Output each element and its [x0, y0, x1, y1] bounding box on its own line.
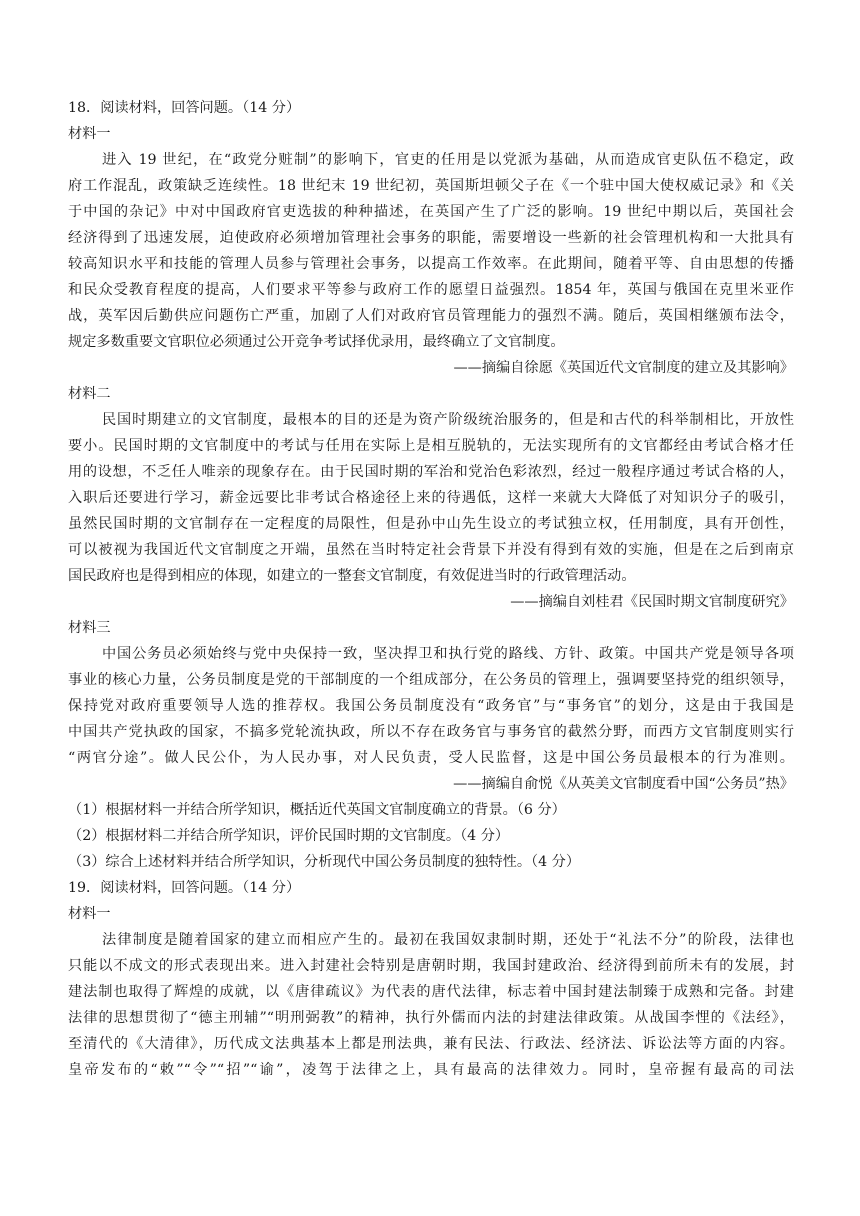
exam-page: [68, 95, 794, 1083]
paragraph-line: 法律制度是随着国家的建立而相应产生的。最初在我国奴隶制时期，还处于“礼法不分”的阶段，法律也: [102, 932, 794, 948]
paragraph-line: 只能以不成文的形式表现出来。进入封建社会特别是唐朝时期，我国封建政治、经济得到前所未有的发展，封: [68, 958, 794, 974]
paragraph-line: 用的设想，不乏任人唯亲的现象存在。由于民国时期的军治和党治色彩浓烈，经过一般程序通过考试合格的人，: [68, 464, 794, 480]
paragraph-line: 规定多数重要文官职位必须通过公开竞争考试择优录用，最终确立了文官制度。: [68, 334, 565, 350]
q19-heading: 19．阅读材料，回答问题。（14 分）: [68, 880, 301, 896]
paragraph-line: 民国时期建立的文官制度，最根本的目的还是为资产阶级统治服务的，但是和古代的科举制相比，开放性: [102, 412, 794, 428]
paragraph-line: 中国公务员必须始终与党中央保持一致，坚决捍卫和执行党的路线、方针、政策。中国共产党是领导各项: [102, 646, 794, 662]
q18-material1-body: [68, 147, 794, 355]
q19-material1-label: 材料一: [68, 906, 111, 922]
paragraph-line: 要小。民国时期的文官制度中的考试与任用在实际上是相互脱轨的，无法实现所有的文官都经由考试合格才任: [68, 438, 794, 454]
q18-material2-body: [68, 407, 794, 589]
q18-material2-label: 材料二: [68, 386, 111, 402]
paragraph-line: 经济得到了迅速发展，迫使政府必须增加管理社会事务的职能，需要增设一些新的社会管理机构和一大批具有: [68, 230, 794, 246]
paragraph-line: 中国共产党执政的国家，不搞多党轮流执政，所以不存在政务官与事务官的截然分野，而西方文官制度则实行: [68, 724, 794, 740]
paragraph-line: 保持党对政府重要领导人选的推荐权。我国公务员制度没有“政务官”与“事务官”的划分，这是由于我国是: [68, 698, 794, 714]
paragraph-line: 和民众受教育程度的提高，人们要求平等参与政府工作的愿望日益强烈。1854 年，英国与俄国在克里米亚作: [68, 282, 794, 298]
paragraph-line: 战，英军因后勤供应问题伤亡严重，加剧了人们对政府官员管理能力的强烈不满。随后，英国相继颁布法令，: [68, 308, 794, 324]
paragraph-line: “两官分途”。做人民公仆，为人民办事，对人民负责，受人民监督，这是中国公务员最根本的行为准则。: [68, 750, 794, 766]
q18-material3-body: [68, 641, 794, 771]
q18-heading: 18．阅读材料，回答问题。（14 分）: [68, 100, 301, 116]
paragraph-line: 于中国的杂记》中对中国政府官吏选拔的种种描述，在英国产生了广泛的影响。19 世纪中期以后，英国社会: [68, 204, 794, 220]
q19-material1-body: [68, 927, 794, 1083]
paragraph-line: 虽然民国时期的文官制存在一定程度的局限性，但是孙中山先生设立的考试独立权，任用制度，具有开创性，: [68, 516, 794, 532]
paragraph-line: 事业的核心力量，公务员制度是党的干部制度的一个组成部分，在公务员的管理上，强调要坚持党的组织领导，: [68, 672, 794, 688]
question-item: （2）根据材料二并结合所学知识，评价民国时期的文官制度。（4 分）: [68, 828, 510, 844]
q18-material3-label: 材料三: [68, 620, 111, 636]
paragraph-line: 建法制也取得了辉煌的成就，以《唐律疏议》为代表的唐代法律，标志着中国封建法制臻于成熟和完备。封建: [68, 984, 794, 1000]
q18-material2-source: ——摘编自刘桂君《民国时期文官制度研究》: [510, 594, 794, 610]
paragraph-line: 可以被视为我国近代文官制度之开端，虽然在当时特定社会背景下并没有得到有效的实施，但是在之后到南京: [68, 542, 794, 558]
question-item: （3）综合上述材料并结合所学知识，分析现代中国公务员制度的独特性。（4 分）: [68, 854, 581, 870]
question-item: （1）根据材料一并结合所学知识，概括近代英国文官制度确立的背景。（6 分）: [68, 802, 566, 818]
paragraph-line: 皇帝发布的“敕”“令”“招”“谕”，凌驾于法律之上，具有最高的法律效力。同时，皇帝握有最高的司法: [68, 1062, 794, 1078]
paragraph-line: 较高知识水平和技能的管理人员参与管理社会事务，以提高工作效率。在此期间，随着平等、自由思想的传播: [68, 256, 794, 272]
q18-material1-label: 材料一: [68, 126, 111, 142]
paragraph-line: 进入 19 世纪，在“政党分赃制”的影响下，官吏的任用是以党派为基础，从而造成官吏队伍不稳定，政: [102, 152, 794, 168]
paragraph-line: 法律的思想贯彻了“德主刑辅”“明刑弼教”的精神，执行外儒而内法的封建法律政策。从战国李悝的《法经》，: [68, 1010, 794, 1026]
q18-material3-source: ——摘编自俞悦《从英美文官制度看中国“公务员”热》: [453, 776, 794, 792]
paragraph-line: 府工作混乱，政策缺乏连续性。18 世纪末 19 世纪初，英国斯坦顿父子在《一个驻中国大使权威记录》和《关: [68, 178, 794, 194]
paragraph-line: 国民政府也是得到相应的体现，如建立的一整套文官制度，有效促进当时的行政管理活动。: [68, 568, 636, 584]
paragraph-line: 入职后还要进行学习，薪金远要比非考试合格途径上来的待遇低，这样一来就大大降低了对知识分子的吸引，: [68, 490, 794, 506]
q18-questions: [68, 797, 794, 875]
q18-material1-source: ——摘编自徐愿《英国近代文官制度的建立及其影响》: [453, 360, 794, 376]
paragraph-line: 至清代的《大清律》，历代成文法典基本上都是刑法典，兼有民法、行政法、经济法、诉讼法等方面的内容。: [68, 1036, 794, 1052]
